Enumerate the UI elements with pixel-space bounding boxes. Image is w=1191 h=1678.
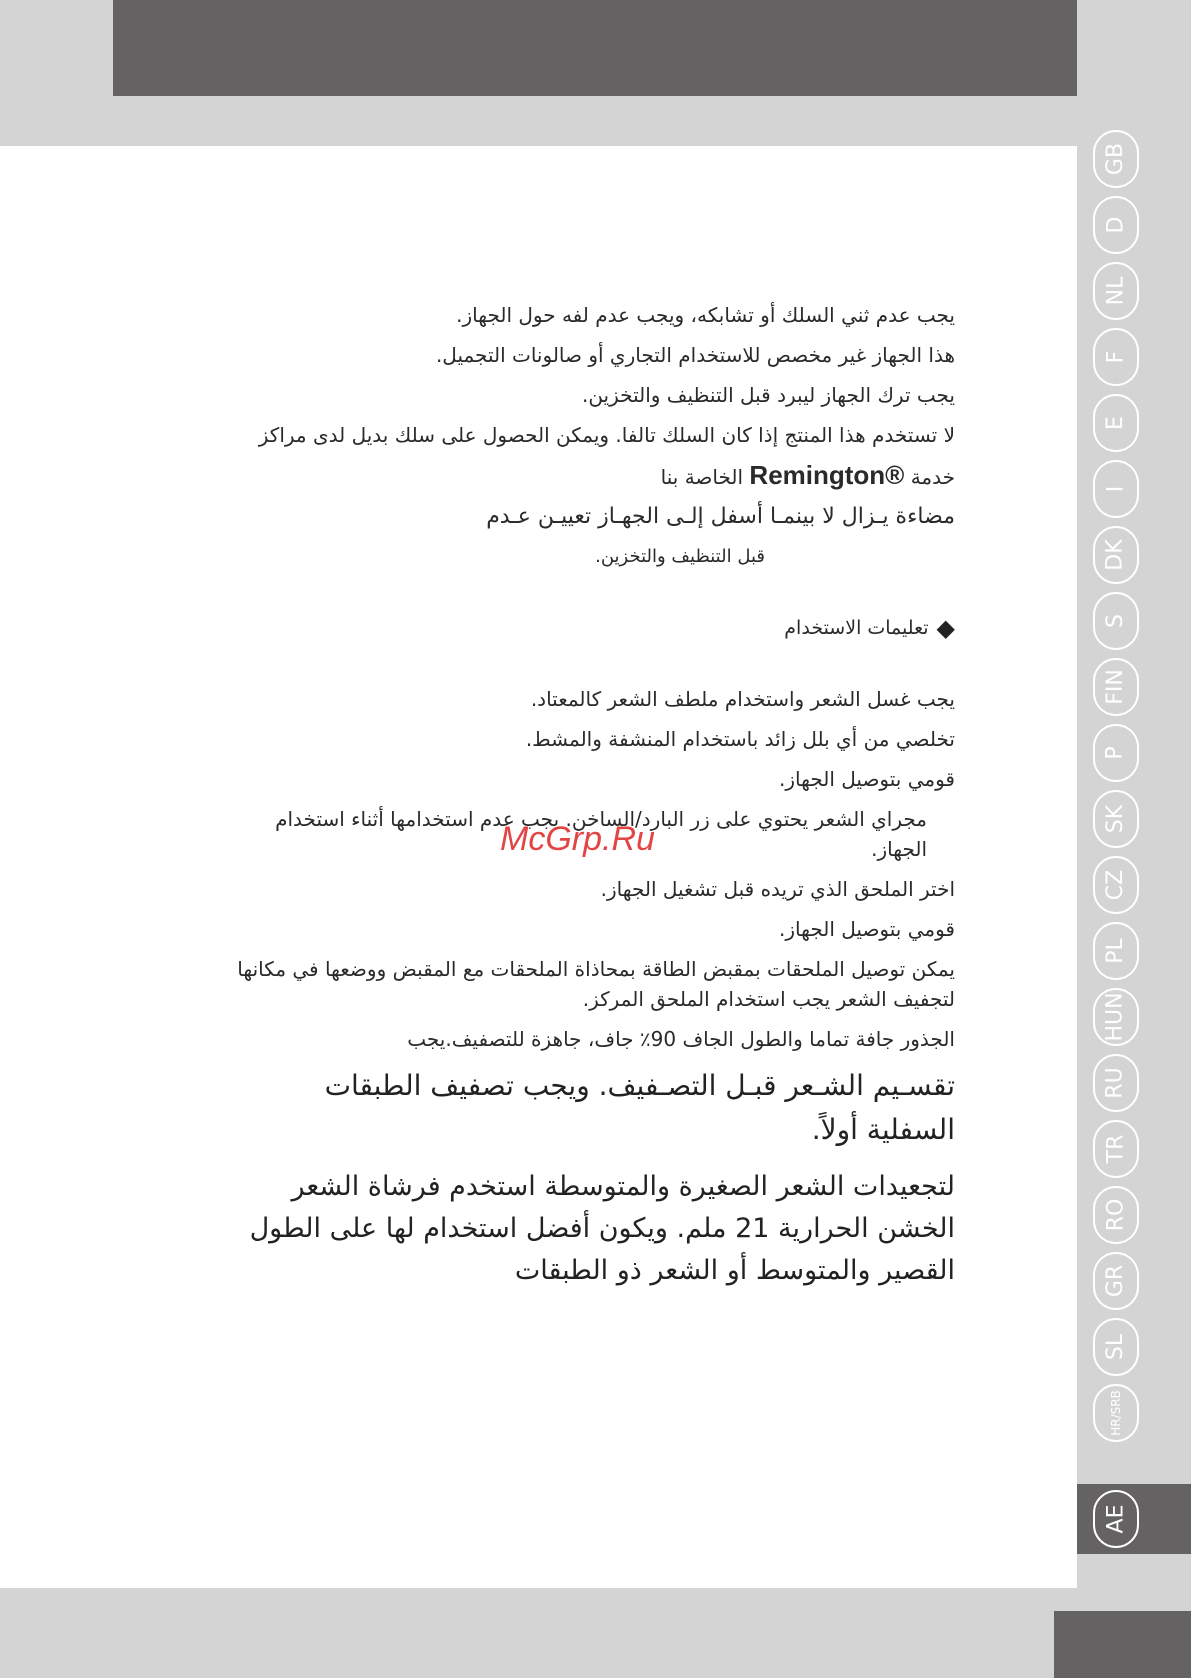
lang-tab-d[interactable]: D <box>1093 196 1139 254</box>
lang-tab-ru[interactable]: RU <box>1093 1054 1139 1112</box>
header-bar <box>113 0 1077 96</box>
safety-line-1: يجب عدم ثني السلك أو تشابكه، ويجب عدم لفه حول الجهاز. <box>456 303 955 327</box>
instruction-3: قومي بتوصيل الجهاز. <box>779 767 955 791</box>
lang-tab-i[interactable]: I <box>1093 460 1139 518</box>
instruction-5: قومي بتوصيل الجهاز. <box>779 917 955 941</box>
instruction-7: الجذور جافة تماما والطول الجاف 90٪ جاف، جاهزة للتصفيف.يجب <box>407 1027 955 1051</box>
lang-tab-pl[interactable]: PL <box>1093 922 1139 980</box>
lang-tab-sl[interactable]: SL <box>1093 1318 1139 1376</box>
lang-tab-e[interactable]: E <box>1093 394 1139 452</box>
manual-content <box>235 300 955 1292</box>
lang-tab-tr[interactable]: TR <box>1093 1120 1139 1178</box>
diamond-bullet-icon: ◆ <box>936 614 955 642</box>
service-prefix: خدمة <box>910 465 955 489</box>
instruction-2: تخلصي من أي بلل زائد باستخدام المنشفة والمشط. <box>525 727 955 751</box>
watermark: McGrp.Ru <box>500 820 655 858</box>
lang-tab-dk[interactable]: DK <box>1093 526 1139 584</box>
safety-line-4: لا تستخدم هذا المنتج إذا كان السلك تالفا. ويمكن الحصول على سلك بديل لدى مراكز <box>258 423 955 447</box>
sectioning-text: تقسـيم الشـعر قبـل التصـفيف. ويجب تصفيف الطبقات السفلية أولاً. <box>324 1069 955 1146</box>
lang-tab-f[interactable]: F <box>1093 328 1139 386</box>
instruction-1: يجب غسل الشعر واستخدام ملطف الشعر كالمعتاد. <box>530 687 955 711</box>
lang-tab-hun[interactable]: HUN <box>1093 988 1139 1046</box>
lang-tab-s[interactable]: S <box>1093 592 1139 650</box>
lang-tab-sk[interactable]: SK <box>1093 790 1139 848</box>
instruction-note: مجراي الشعر يحتوي على زر البارد/الساخن. يجب عدم استخدامها أثناء استخدام الجهاز. <box>275 807 927 861</box>
brush-text: لتجعيدات الشعر الصغيرة والمتوسطة استخدم فرشاة الشعر الخشن الحرارية 21 ملم. ويكون أفضل استخدام لها على الطول القصير والمتوسط أو الشعر ذو الطبقات <box>249 1171 955 1286</box>
page-corner-block <box>1054 1611 1191 1678</box>
brand-name: Remington® <box>749 460 905 490</box>
heading-text: تعليمات الاستخدام <box>784 617 929 639</box>
lang-tab-fin[interactable]: FIN <box>1093 658 1139 716</box>
service-suffix: الخاصة بنا <box>660 465 744 489</box>
instruction-4: اختر الملحق الذي تريده قبل تشغيل الجهاز. <box>600 877 955 901</box>
warning-line-2: قبل التنظيف والتخزين. <box>595 546 765 567</box>
language-tabs <box>1077 130 1191 1570</box>
lang-tab-ro[interactable]: RO <box>1093 1186 1139 1244</box>
lang-tab-p[interactable]: P <box>1093 724 1139 782</box>
lang-tab-gr[interactable]: GR <box>1093 1252 1139 1310</box>
lang-tab-nl[interactable]: NL <box>1093 262 1139 320</box>
service-line <box>235 460 955 492</box>
safety-line-3: يجب ترك الجهاز ليبرد قبل التنظيف والتخزين. <box>581 383 955 407</box>
safety-line-2: هذا الجهاز غير مخصص للاستخدام التجاري أو صالونات التجميل. <box>435 343 955 367</box>
instructions-heading <box>235 614 955 642</box>
lang-tab-cz[interactable]: CZ <box>1093 856 1139 914</box>
lang-tab-hr-srb[interactable]: HR/SRB <box>1093 1384 1139 1442</box>
warning-line: مضاءة يـزال لا بينمـا أسفل إلـى الجهـاز تعييـن عـدم <box>486 504 955 529</box>
lang-tab-ae[interactable]: AE <box>1093 1490 1139 1548</box>
lang-tab-gb[interactable]: GB <box>1093 130 1139 188</box>
instruction-6: يمكن توصيل الملحقات بمقبض الطاقة بمحاذاة الملحقات مع المقبض ووضعها في مكانها لتجفيف الشعر يجب استخدام الملحق المركز. <box>237 957 955 1011</box>
